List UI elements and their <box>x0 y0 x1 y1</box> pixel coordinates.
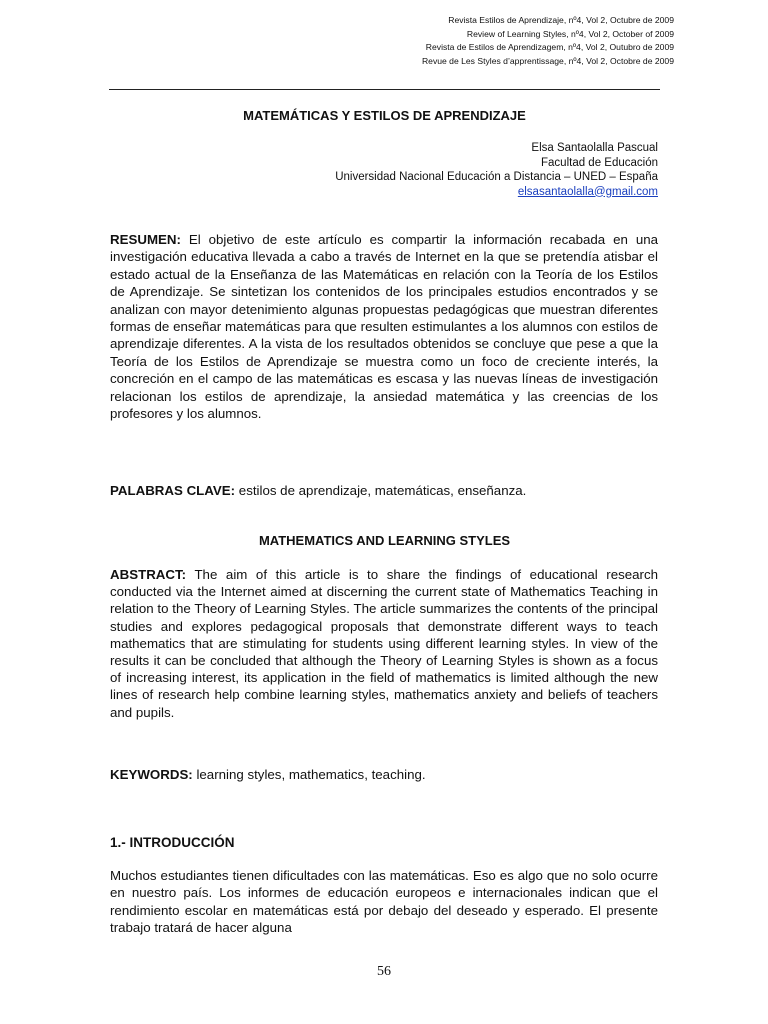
author-faculty: Facultad de Educación <box>541 156 658 169</box>
author-email-link[interactable]: elsasantaolalla@gmail.com <box>517 185 658 198</box>
keywords-label: KEYWORDS: <box>110 767 193 782</box>
page-number: 56 <box>377 964 391 979</box>
keywords-text: learning styles, mathematics, teaching. <box>196 767 426 782</box>
running-header <box>422 14 674 68</box>
author-name: Elsa Santaolalla Pascual <box>531 142 658 154</box>
resumen-text: El objetivo de este artículo es compartir la información recabada en una investigación educativa llevada a cabo a través de Internet en la que se pretendía atisbar el estado actual de la Enseñanza de las Matemáticas en relación con la Teoría de los Estilos de Aprendizaje. Se sintetizan los contenidos de los principales estudios encontrados y se analizan con mayor detenimiento algunas propuestas pedagógicas que muestran diferentes formas de enseñar matemáticas para que resulten estimulantes a los alumnos con estilos de aprendizaje diferentes. A la vista de los resultados obtenidos se concluye que pese a que la Teoría de los Estilos de Aprendizaje se muestra como un foco de creciente interés, la concreción en el campo de las matemáticas es escasa y las nuevas líneas de investigación relacionan los estilos de aprendizaje, la ansiedad matemática y las creencias de los profesores y los alumnos. <box>110 232 659 422</box>
introduccion-paragraph: Muchos estudiantes tienen dificultades con las matemáticas. Eso es algo que no solo ocurre en nuestro país. Los informes de educación europeos e internacionales indican que el rendimiento escolar en matemáticas está por debajo del deseado y esperado. El presente trabajo tratará de hacer alguna <box>110 868 658 936</box>
palabras-clave-label: PALABRAS CLAVE: <box>110 483 236 498</box>
author-block <box>335 141 658 199</box>
running-header-line-pt: Revista de Estilos de Aprendizagem, nº4, Vol 2, Outubro de 2009 <box>425 42 674 52</box>
resumen-label: RESUMEN: <box>110 232 181 247</box>
abstract-paragraph <box>110 566 658 721</box>
article-title-en: MATHEMATICS AND LEARNING STYLES <box>258 533 511 548</box>
resumen-paragraph <box>110 231 658 422</box>
keywords-paragraph <box>110 766 658 783</box>
running-header-line-fr: Revue de Les Styles d’apprentissage, nº4, Vol 2, Octobre de 2009 <box>421 55 674 66</box>
section-heading-introduccion: 1.- INTRODUCCIÓN <box>110 835 235 850</box>
palabras-clave-paragraph <box>110 482 658 499</box>
article-title-es: MATEMÁTICAS Y ESTILOS DE APRENDIZAJE <box>243 108 526 123</box>
header-divider <box>109 89 660 90</box>
palabras-clave-text: estilos de aprendizaje, matemáticas, enseñanza. <box>238 483 527 498</box>
running-header-line-es: Revista Estilos de Aprendizaje, nº4, Vol 2, Octubre de 2009 <box>448 15 674 25</box>
abstract-text: The aim of this article is to share the findings of educational research conducted via the Internet aimed at discerning the current state of Mathematics Teaching in relation to the Theory of Learning Styles. The article summarizes the contents of the principal studies and explores pedagogical proposals that demonstrate different ways to teach mathematics that are stimulating for students using different learning styles. In view of the results it can be concluded that although the Theory of Learning Styles is shown as a focus of increasing interest, its application in the field of mathematics is limited although the new lines of research help combine learning styles, mathematics anxiety and beliefs of teachers and pupils. <box>110 567 658 720</box>
abstract-label: ABSTRACT: <box>110 567 187 582</box>
author-university: Universidad Nacional Educación a Distancia – UNED – España <box>335 171 658 183</box>
running-header-line-en: Review of Learning Styles, nº4, Vol 2, October of 2009 <box>466 28 674 39</box>
